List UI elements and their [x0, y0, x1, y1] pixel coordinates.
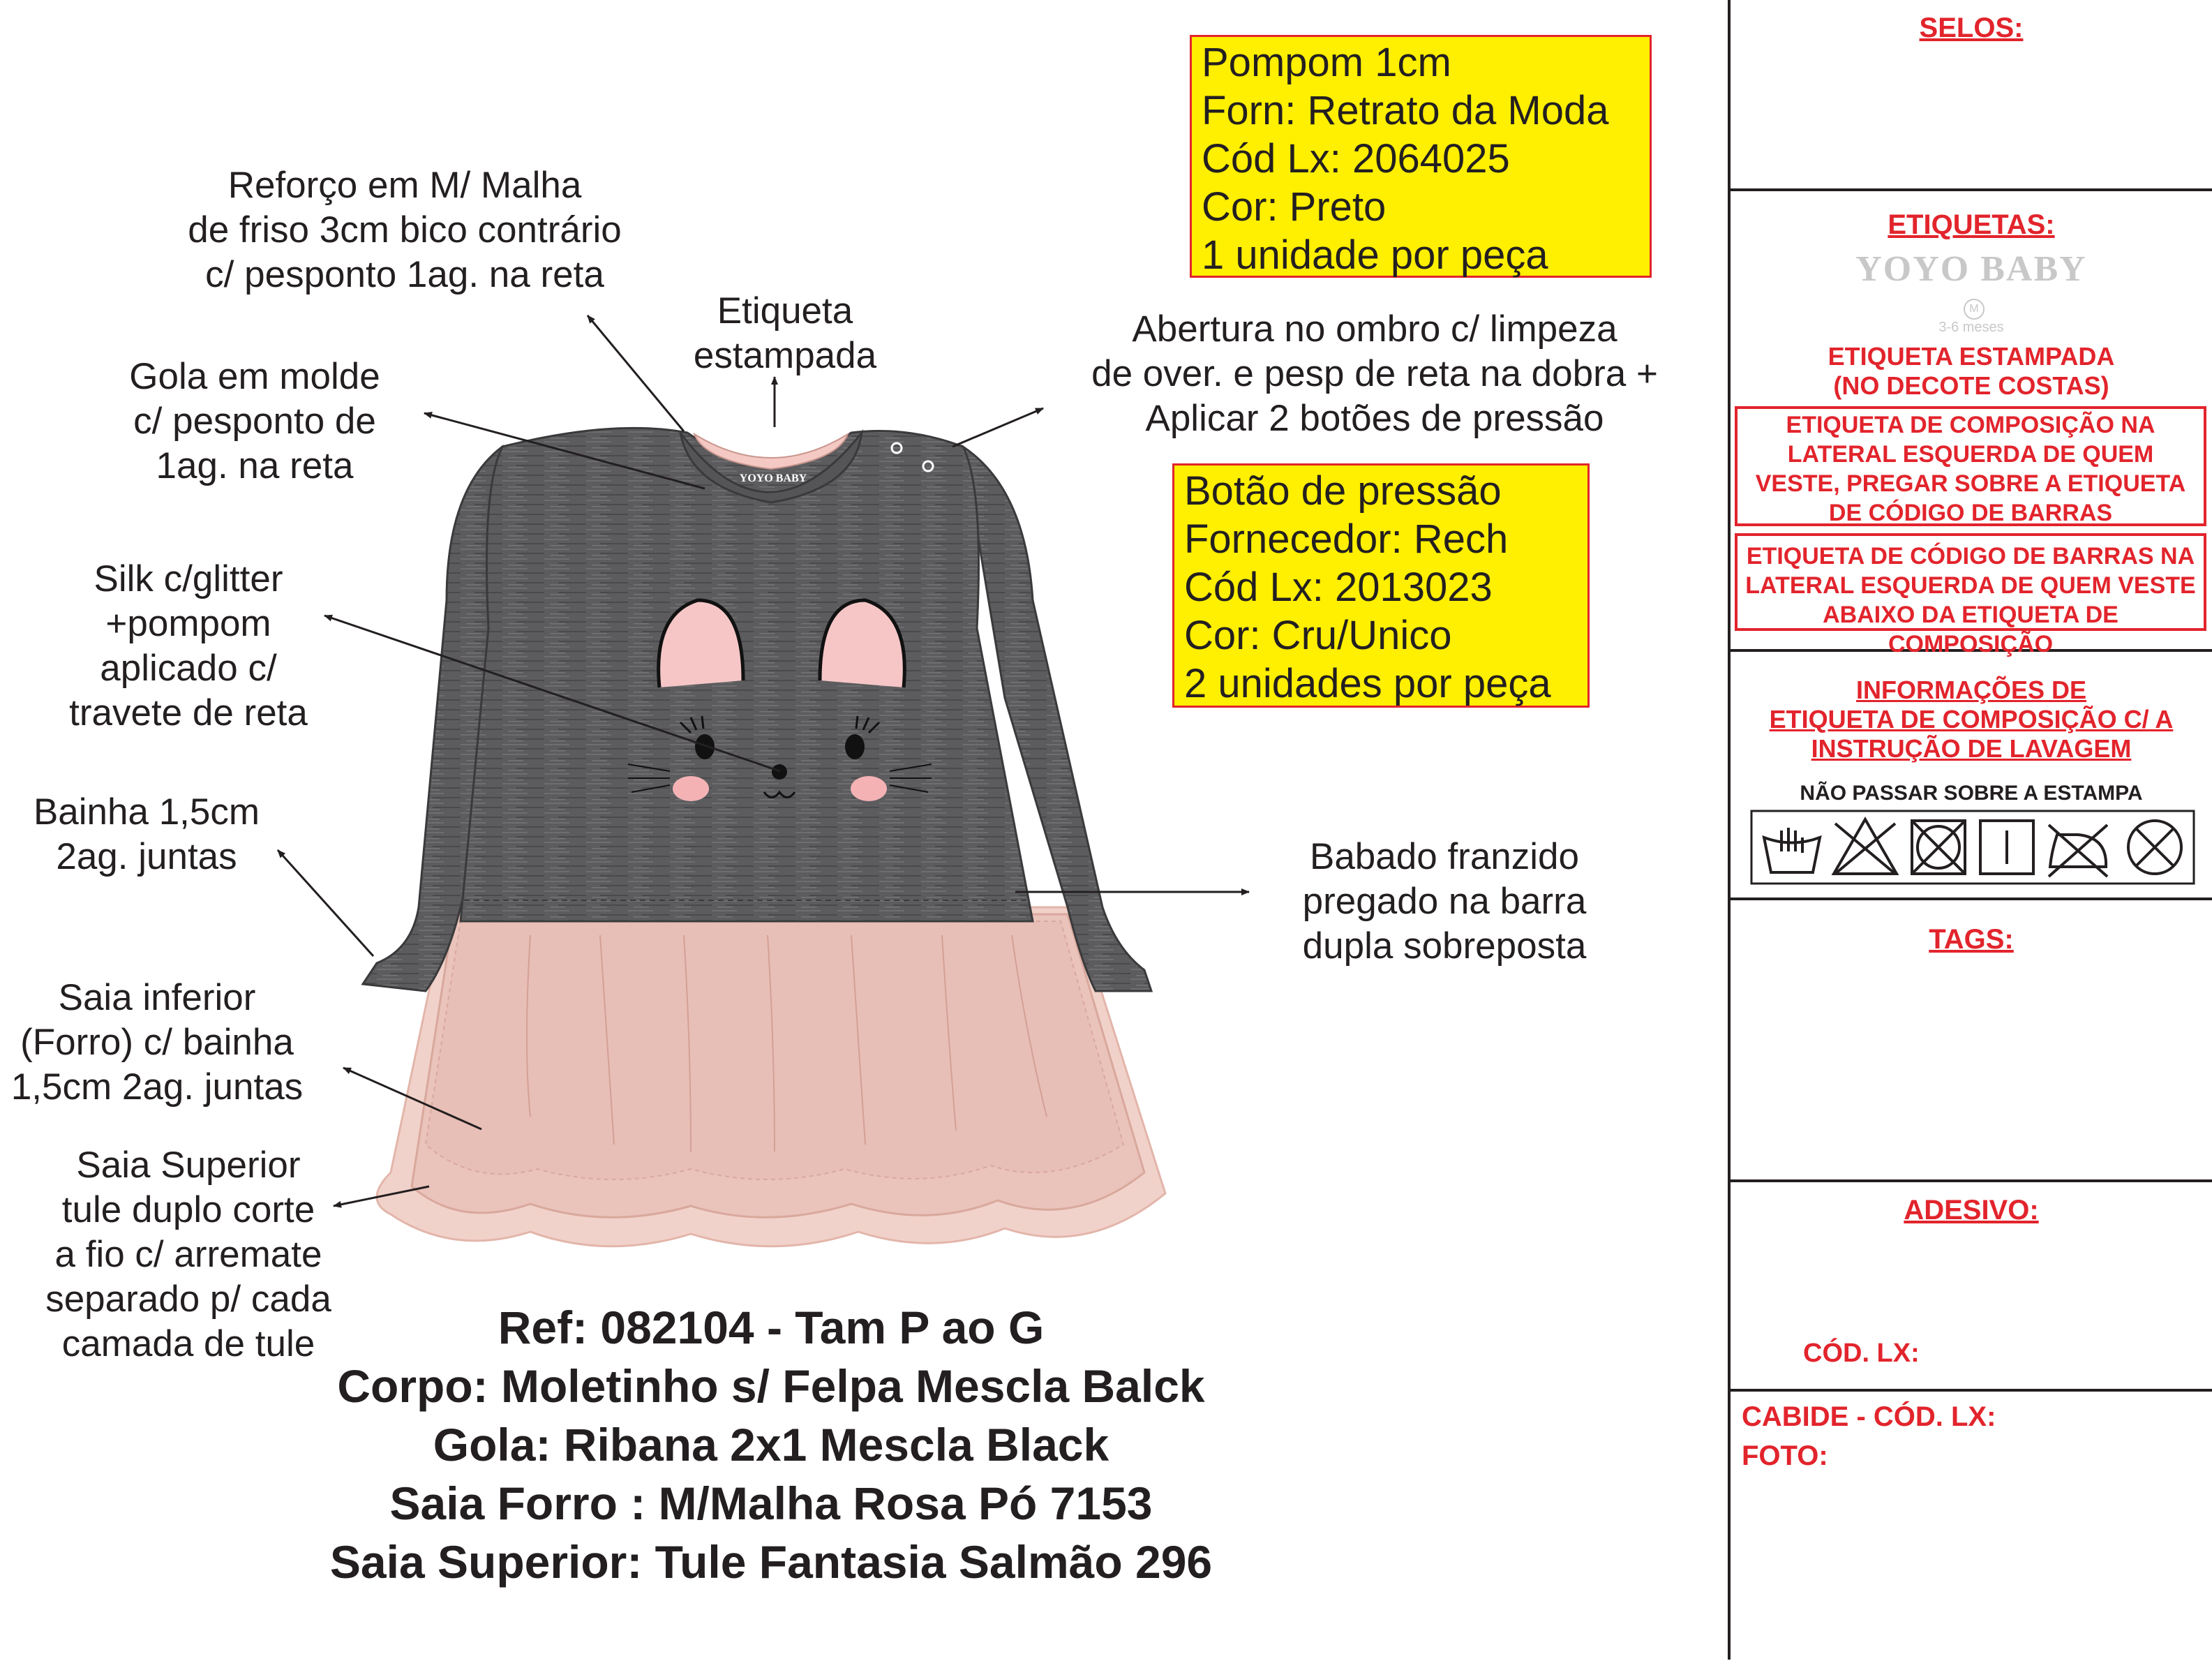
section-selos	[1731, 0, 2212, 191]
heading-selos: SELOS:	[1919, 13, 2024, 43]
section-cabide	[1742, 1397, 1996, 1475]
saia-forro-line: Saia Forro : M/Malha Rosa Pó 7153	[389, 1477, 1153, 1529]
care-symbols	[1750, 810, 2195, 885]
annotation-bainha: Bainha 1,5cm 2ag. juntas	[33, 791, 260, 877]
shirt-body	[461, 428, 1033, 921]
spec-panel	[1728, 0, 2212, 1660]
heading-adesivo: ADESIVO:	[1904, 1195, 2039, 1226]
skirt-tulle	[377, 907, 1165, 1246]
saia-superior-line: Saia Superior: Tule Fantasia Salmão 296	[329, 1536, 1213, 1588]
annotation-gola: Gola em molde c/ pesponto de 1ag. na reta	[129, 356, 380, 486]
neck-label: YOYO BABY	[739, 472, 807, 484]
spec-footer	[167, 1298, 1375, 1591]
cabide-label: CABIDE - CÓD. LX:	[1742, 1401, 1996, 1432]
cod-lx-label: CÓD. LX:	[1803, 1339, 1920, 1368]
section-tags	[1731, 897, 2212, 1182]
etiqueta-estampada: ETIQUETA ESTAMPADA (NO DECOTE COSTAS)	[1828, 342, 2115, 400]
heading-tags: TAGS:	[1929, 924, 2014, 955]
gola-line: Gola: Ribana 2x1 Mescla Black	[433, 1419, 1109, 1470]
section-adesivo	[1731, 1179, 2212, 1392]
barras-box: ETIQUETA DE CÓDIGO DE BARRAS NA LATERAL ESQUERDA DE QUEM VESTE ABAIXO DA ETIQUETA DE COMPOSIÇÃO	[1735, 533, 2206, 631]
foto-label: FOTO:	[1742, 1440, 1828, 1471]
botao-spec-box: Botão de pressão Fornecedor: Rech Cód Lx: 2013023 Cor: Cru/Unico 2 unidades por peça	[1172, 463, 1590, 708]
heading-etiquetas: ETIQUETAS:	[1888, 209, 2055, 240]
annotation-reforco: Reforço em M/ Malha de friso 3cm bico contrário c/ pesponto 1ag. na reta	[188, 165, 622, 295]
section-informacoes	[1731, 649, 2212, 900]
annotation-silk: Silk c/glitter +pompom aplicado c/ travete de reta	[69, 558, 308, 733]
annotation-saia-superior: Saia Superior tule duplo corte a fio c/ arremate separado p/ cada camada de tule	[45, 1145, 331, 1364]
corpo-line: Corpo: Moletinho s/ Felpa Mescla Balck	[337, 1360, 1205, 1412]
composicao-box: ETIQUETA DE COMPOSIÇÃO NA LATERAL ESQUERDA DE QUEM VESTE, PREGAR SOBRE A ETIQUETA DE CÓDIGO DE BARRAS	[1735, 406, 2206, 526]
annotation-etiqueta: Etiqueta estampada	[693, 290, 877, 376]
annotation-babado: Babado franzido pregado na barra dupla sobreposta	[1302, 836, 1587, 967]
annotation-saia-inferior: Saia inferior (Forro) c/ bainha 1,5cm 2ag. juntas	[10, 977, 304, 1108]
brand-age: 3-6 meses	[1938, 320, 2004, 335]
informacoes-heading: INFORMAÇÕES DE ETIQUETA DE COMPOSIÇÃO C/ A INSTRUÇÃO DE LAVAGEM	[1769, 676, 2174, 763]
ref-line: Ref: 082104 - Tam P ao G	[498, 1302, 1045, 1353]
section-etiquetas	[1731, 188, 2212, 657]
brand-label: YOYO BABY	[1855, 249, 2087, 289]
brand-size: M	[1964, 299, 1985, 320]
annotation-abertura: Abertura no ombro c/ limpeza de over. e pesp de reta na dobra + Aplicar 2 botões de pressão	[1091, 308, 1658, 439]
pompom-spec-box: Pompom 1cm Forn: Retrato da Moda Cód Lx: 2064025 Cor: Preto 1 unidade por peça	[1190, 35, 1652, 278]
nao-passar-label: NÃO PASSAR SOBRE A ESTAMPA	[1800, 782, 2143, 805]
